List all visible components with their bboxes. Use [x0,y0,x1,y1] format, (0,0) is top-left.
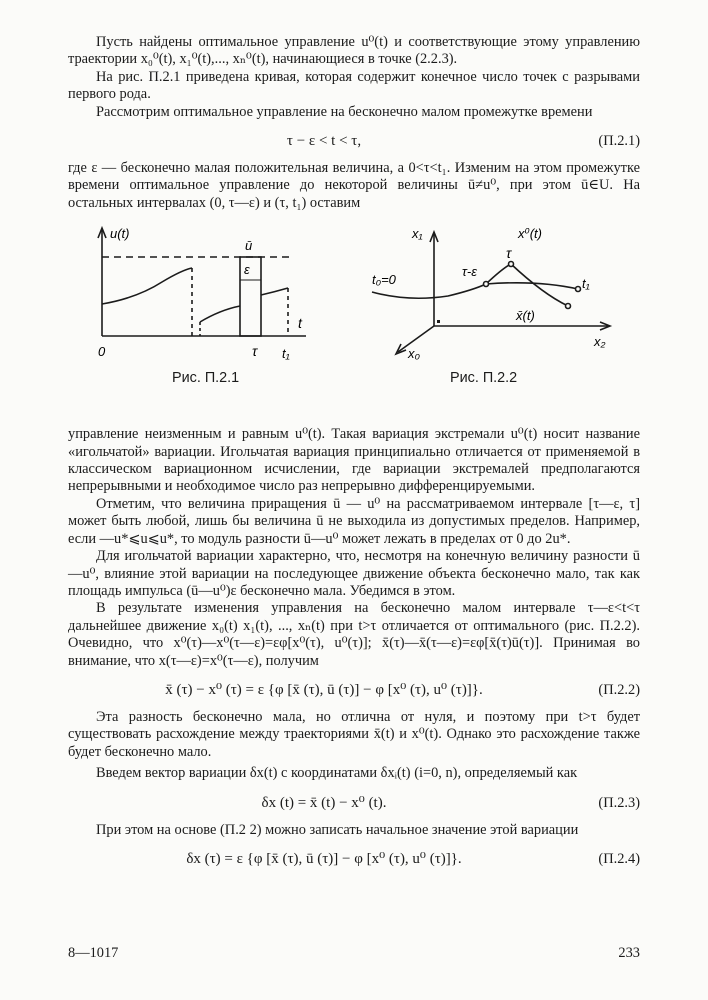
equation-number: (П.2.4) [598,850,640,867]
label-t: t [298,315,302,332]
equation-body: τ − ε < t < τ, [286,133,362,150]
trajectory-optimal [486,283,578,289]
equation-p2-3 [68,792,640,814]
paragraph: Отметим, что величина приращения ū — u⁰ на рассматриваемом интервале [τ—ε, τ] может быть любой, лишь бы величина ū не выходила из допустимых пределов. Например, если —u*⩽u⩽u*, то модуль разности ū—u⁰ может лежать в пределах от 0 до 2u*. [68,495,640,547]
label-t0: t₀=0 [372,272,396,288]
equation-number: (П.2.1) [598,133,640,150]
paragraph: где ε — бесконечно малая положительная величина, а 0<τ<t₁. Изменим на этом промежутке времени оптимальное управление до некоторой величины ū≠u⁰, при этом ū∈U. На остальных интервалах (0, τ—ε) и (τ, t₁) оставим [68,160,640,211]
paragraph: Для игольчатой вариации характерно, что, несмотря на конечную величину разности ū—u⁰, влияние этой вариации на последующее движение объекта бесконечно мало, так как площадь импульса (ū—u⁰)ε бесконечно мала. Убедимся в этом. [68,548,640,599]
point-tau-eps [484,282,489,287]
label-tau: τ [506,245,512,262]
label-t1: t₁ [582,276,590,292]
caption-fig-p2-2: Рис. П.2.2 [450,370,518,387]
label-xbar: x̄(t) [516,308,535,324]
signature-code: 8—1017 [68,945,119,961]
caption-fig-p2-1: Рис. П.2.1 [172,370,240,387]
equation-p2-4 [68,848,640,870]
label-tau-eps: τ-ε [462,264,477,280]
point-tau [509,262,514,267]
label-epsilon: ε [244,262,250,278]
paragraph: В результате изменения управления на бесконечно малом интервале τ—ε<t<τ дальнейшее движение x₀(t) x₁(t), ..., xₙ(t) при t>τ отличается от оптимального (рис. П.2.2). Очевидно, что x⁰(τ)—x⁰(τ—ε)=εφ[x⁰(τ), u⁰(τ)]; x̄(τ)—x̄(τ—ε)=εφ[x̄(τ)ū(τ)]. Принимая во внимание, что x(τ—ε)=x⁰(τ—ε), получим [68,600,640,669]
paragraph: Эта разность бесконечно мала, но отлична от нуля, и поэтому при t>τ будет существовать расхождение между траекториями x̄(t) и x⁰(t). Однако это расхождение также будет бесконечно мало. [68,708,640,760]
label-x2: x₂ [594,334,606,350]
label-u: u(t) [110,226,130,242]
equation-p2-2 [68,679,640,701]
page-body [68,34,640,878]
needle-segment [486,264,511,284]
page-number: 233 [618,945,640,961]
equation-number: (П.2.2) [598,681,640,698]
paragraph: управление неизменным и равным u⁰(t). Такая вариация экстремали u⁰(t) носит название «игольчатой» вариации. Игольчатая вариация принципиально отличается от применяемой в классическом вариационном исчислении, где вариации экстремалей предполагаются непрерывными и необходимое число раз непрерывно дифференцируемыми. [68,426,640,495]
equation-body: δx (t) = x̄ (t) − x⁰ (t). [261,794,387,811]
equation-p2-1 [68,130,640,152]
label-x1: x₁ [412,226,423,242]
label-x0: x₀ [408,346,420,362]
figure-p2-1 [92,224,310,364]
figure-p2-2 [368,224,618,364]
paragraph: Рассмотрим оптимальное управление на бесконечно малом промежутке времени [96,103,593,120]
equation-body: x̄ (τ) − x⁰ (τ) = ε {φ [x̄ (τ), ū (τ)] − φ [x⁰ (τ), u⁰ (τ)]}. [165,681,483,698]
equation-body: δx (τ) = ε {φ [x̄ (τ), ū (τ)] − φ [x⁰ (τ), u⁰ (τ)]}. [186,850,462,867]
control-curve-middle [200,306,240,322]
paragraph: На рис. П.2.1 приведена кривая, которая содержит конечное число точек с разрывами первого рода. [68,68,640,103]
control-curve-right [261,288,288,295]
label-t1: t₁ [282,346,290,362]
label-zero: 0 [98,344,106,360]
label-ubar: ū [245,238,253,254]
paragraph: Пусть найдены оптимальное управление u⁰(t) и соответствующие этому управлению траектории x₀⁰(t), x₁⁰(t),..., xₙ⁰(t), начинающиеся в точке (2.2.3). [68,34,640,68]
control-curve-left [102,268,192,304]
label-x0t: x⁰(t) [518,226,542,242]
paragraph: При этом на основе (П.2 2) можно записать начальное значение этой вариации [96,821,579,838]
paragraph: Введем вектор вариации δx(t) с координатами δxᵢ(t) (i=0, n), определяемый как [96,765,578,782]
equation-number: (П.2.3) [598,794,640,811]
label-tau: τ [252,343,258,360]
figures-row [68,224,640,412]
page-footer [68,945,640,962]
